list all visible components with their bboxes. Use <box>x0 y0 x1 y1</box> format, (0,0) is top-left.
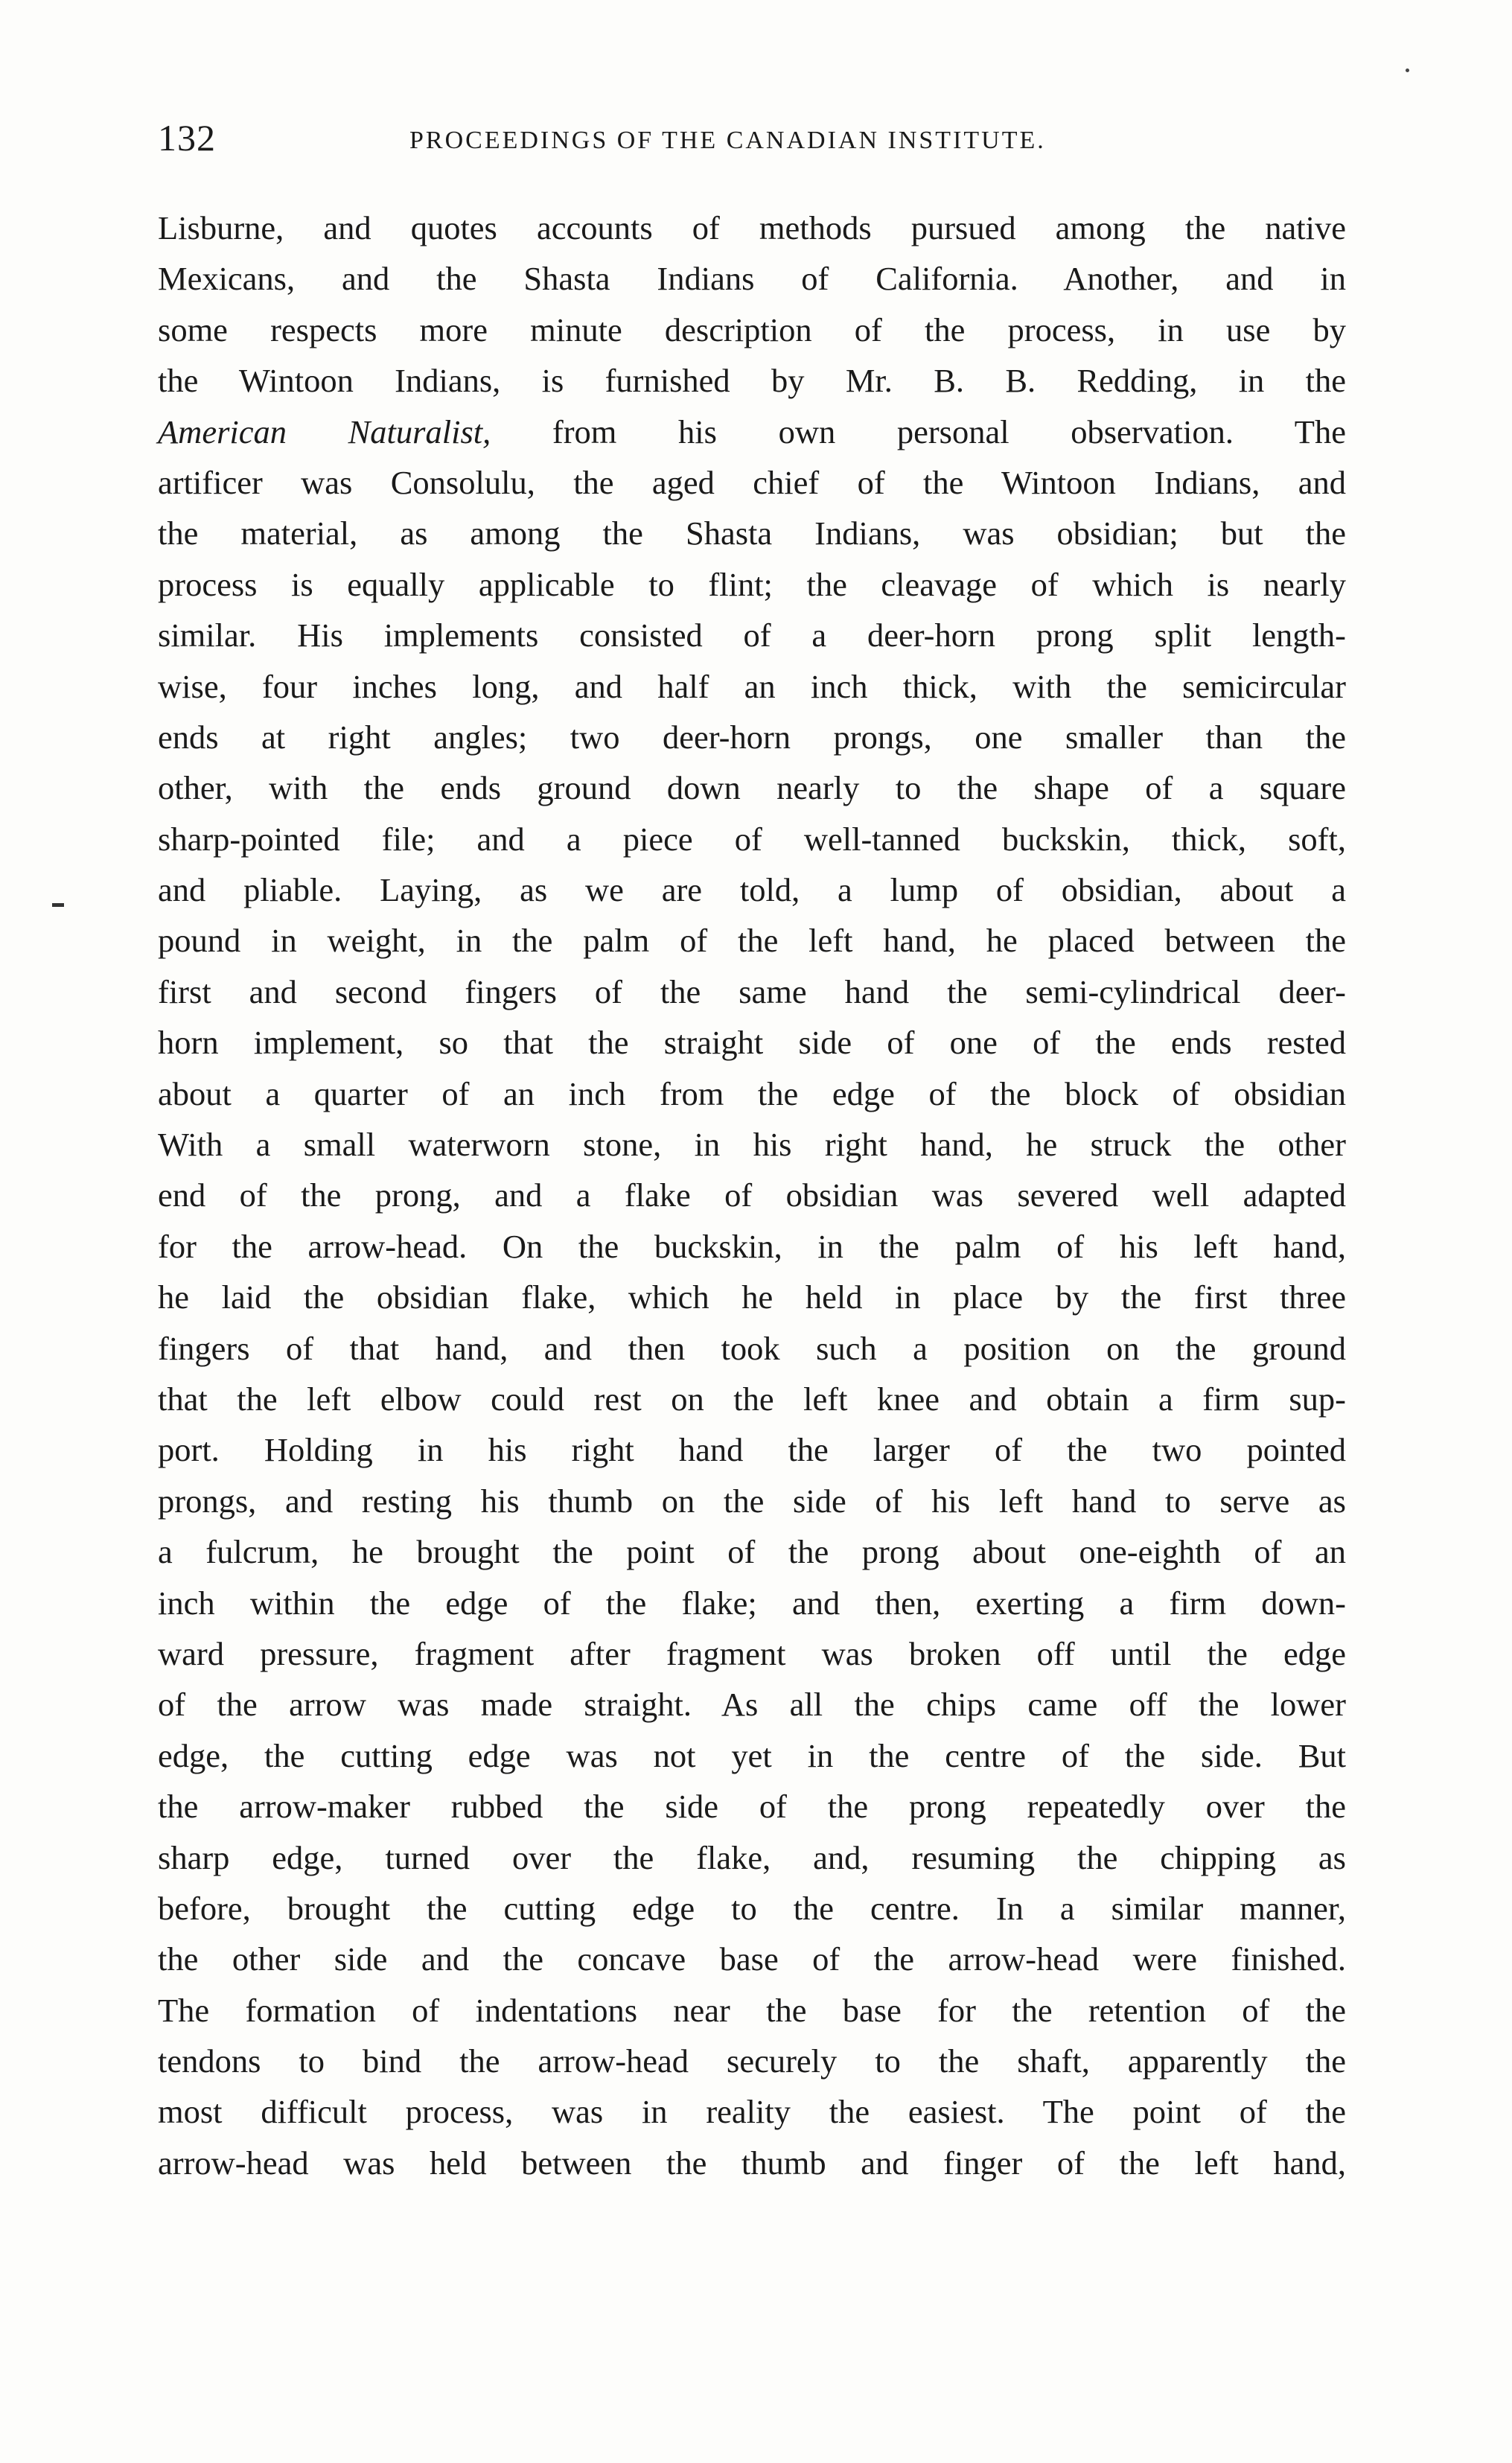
text-line: the other side and the concave base of the arrow-head were finished. <box>158 1940 1346 1978</box>
text-line: most difficult process, was in reality the easiest. The point of the <box>158 2093 1346 2131</box>
text-line-with-italic <box>158 407 1346 457</box>
running-title: PROCEEDINGS OF THE CANADIAN INSTITUTE. <box>409 127 1046 154</box>
page-speck <box>1406 68 1409 72</box>
text-line: some respects more minute description of the process, in use by <box>158 310 1346 348</box>
text-line: artificer was Consolulu, the aged chief of the Wintoon Indians, and <box>158 463 1346 501</box>
text-line: similar. His implements consisted of a deer-horn prong split length- <box>158 616 1346 654</box>
text-line-rest: from his own personal observation. The <box>491 412 1346 450</box>
text-line: he laid the obsidian flake, which he held in place by the first three <box>158 1278 1346 1316</box>
text-line: tendons to bind the arrow-head securely to the shaft, apparently the <box>158 2042 1346 2080</box>
text-line: The formation of indentations near the base for the retention of the <box>158 1991 1346 2029</box>
text-line: first and second fingers of the same hand the semi-cylindrical deer- <box>158 972 1346 1010</box>
text-line: fingers of that hand, and then took such a position on the ground <box>158 1329 1346 1367</box>
text-line: before, brought the cutting edge to the centre. In a similar manner, <box>158 1889 1346 1927</box>
text-line: pound in weight, in the palm of the left hand, he placed between the <box>158 922 1346 960</box>
text-line: the arrow-maker rubbed the side of the prong repeatedly over the <box>158 1788 1346 1826</box>
running-head <box>158 116 1349 176</box>
text-line: arrow-head was held between the thumb and finger of the left hand, <box>158 2144 1346 2182</box>
text-line: ward pressure, fragment after fragment was broken off until the edge <box>158 1634 1346 1672</box>
text-line: ends at right angles; two deer-horn prongs, one smaller than the <box>158 718 1346 756</box>
text-line: wise, four inches long, and half an inch thick, with the semicircular <box>158 667 1346 705</box>
text-line: that the left elbow could rest on the left knee and obtain a firm sup- <box>158 1380 1346 1418</box>
text-line: horn implement, so that the straight side of one of the ends rested <box>158 1024 1346 1062</box>
text-line: prongs, and resting his thumb on the side of his left hand to serve as <box>158 1482 1346 1520</box>
text-line: of the arrow was made straight. As all the chips came off the lower <box>158 1686 1346 1724</box>
text-line: process is equally applicable to flint; the cleavage of which is nearly <box>158 565 1346 603</box>
text-line: With a small waterworn stone, in his right hand, he struck the other <box>158 1126 1346 1164</box>
text-line: inch within the edge of the flake; and then, exerting a firm down- <box>158 1584 1346 1622</box>
text-line: about a quarter of an inch from the edge of the block of obsidian <box>158 1074 1346 1112</box>
text-line: Mexicans, and the Shasta Indians of California. Another, and in <box>158 260 1346 298</box>
text-line: edge, the cutting edge was not yet in the centre of the side. But <box>158 1736 1346 1774</box>
page-number: 132 <box>158 117 216 159</box>
journal-title-italic: American Naturalist, <box>158 412 491 450</box>
text-line: port. Holding in his right hand the larger of the two pointed <box>158 1431 1346 1469</box>
text-line: for the arrow-head. On the buckskin, in the palm of his left hand, <box>158 1227 1346 1265</box>
margin-mark <box>52 903 64 907</box>
text-line: sharp-pointed file; and a piece of well-tanned buckskin, thick, soft, <box>158 820 1346 858</box>
body-paragraph <box>158 203 1346 2188</box>
text-line: end of the prong, and a flake of obsidian was severed well adapted <box>158 1176 1346 1214</box>
text-line: the Wintoon Indians, is furnished by Mr. B. B. Redding, in the <box>158 362 1346 400</box>
text-line: other, with the ends ground down nearly to the shape of a square <box>158 769 1346 807</box>
text-line: the material, as among the Shasta Indians, was obsidian; but the <box>158 514 1346 552</box>
text-line: Lisburne, and quotes accounts of methods pursued among the native <box>158 209 1346 246</box>
text-line: sharp edge, turned over the flake, and, resuming the chipping as <box>158 1838 1346 1876</box>
text-line: and pliable. Laying, as we are told, a lump of obsidian, about a <box>158 871 1346 909</box>
text-line: a fulcrum, he brought the point of the prong about one-eighth of an <box>158 1533 1346 1571</box>
